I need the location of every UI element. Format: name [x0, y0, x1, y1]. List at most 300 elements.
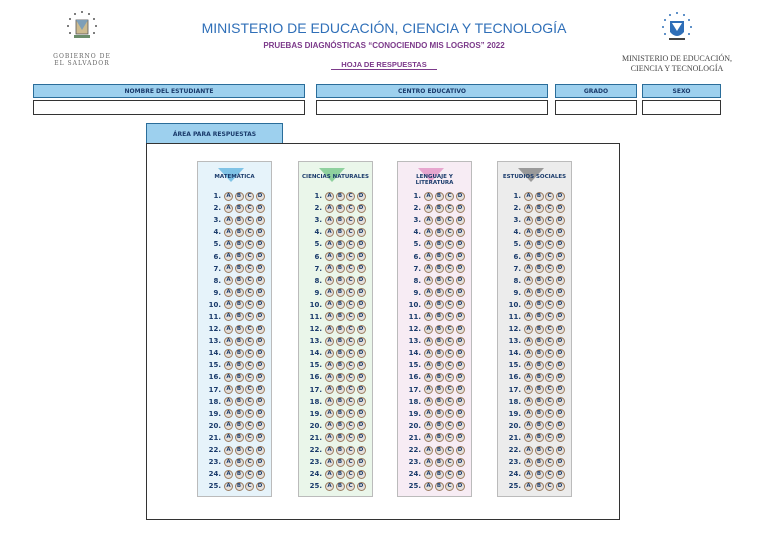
- answer-bubble[interactable]: B: [235, 240, 244, 249]
- answer-bubble[interactable]: B: [435, 373, 444, 382]
- answer-bubble[interactable]: D: [456, 397, 465, 406]
- answer-bubble[interactable]: B: [535, 433, 544, 442]
- answer-bubble[interactable]: C: [346, 216, 355, 225]
- answer-bubble[interactable]: B: [535, 337, 544, 346]
- answer-bubble[interactable]: C: [346, 446, 355, 455]
- answer-bubble[interactable]: C: [545, 288, 554, 297]
- answer-bubble[interactable]: A: [424, 192, 433, 201]
- answer-bubble[interactable]: D: [556, 482, 565, 491]
- answer-bubble[interactable]: A: [325, 204, 334, 213]
- answer-bubble[interactable]: A: [325, 240, 334, 249]
- answer-bubble[interactable]: B: [435, 409, 444, 418]
- school-field[interactable]: [316, 100, 548, 115]
- answer-bubble[interactable]: C: [445, 240, 454, 249]
- answer-bubble[interactable]: B: [435, 458, 444, 467]
- answer-bubble[interactable]: D: [456, 385, 465, 394]
- answer-bubble[interactable]: B: [336, 276, 345, 285]
- answer-bubble[interactable]: A: [524, 228, 533, 237]
- answer-bubble[interactable]: D: [456, 433, 465, 442]
- answer-bubble[interactable]: D: [357, 482, 366, 491]
- answer-bubble[interactable]: C: [445, 252, 454, 261]
- answer-bubble[interactable]: A: [224, 446, 233, 455]
- answer-bubble[interactable]: A: [224, 361, 233, 370]
- answer-bubble[interactable]: C: [245, 216, 254, 225]
- answer-bubble[interactable]: B: [435, 204, 444, 213]
- answer-bubble[interactable]: D: [357, 276, 366, 285]
- answer-bubble[interactable]: B: [535, 458, 544, 467]
- answer-bubble[interactable]: D: [556, 433, 565, 442]
- answer-bubble[interactable]: C: [346, 421, 355, 430]
- answer-bubble[interactable]: C: [245, 349, 254, 358]
- answer-bubble[interactable]: C: [346, 312, 355, 321]
- answer-bubble[interactable]: A: [325, 446, 334, 455]
- answer-bubble[interactable]: C: [245, 204, 254, 213]
- answer-bubble[interactable]: A: [325, 470, 334, 479]
- answer-bubble[interactable]: C: [545, 433, 554, 442]
- answer-bubble[interactable]: B: [535, 192, 544, 201]
- answer-bubble[interactable]: C: [545, 397, 554, 406]
- answer-bubble[interactable]: A: [524, 288, 533, 297]
- answer-bubble[interactable]: D: [357, 385, 366, 394]
- answer-bubble[interactable]: C: [245, 300, 254, 309]
- answer-bubble[interactable]: A: [524, 252, 533, 261]
- answer-bubble[interactable]: D: [357, 409, 366, 418]
- answer-bubble[interactable]: A: [224, 325, 233, 334]
- answer-bubble[interactable]: B: [336, 252, 345, 261]
- answer-bubble[interactable]: B: [235, 349, 244, 358]
- answer-bubble[interactable]: D: [556, 397, 565, 406]
- answer-bubble[interactable]: D: [357, 433, 366, 442]
- answer-bubble[interactable]: B: [336, 240, 345, 249]
- answer-bubble[interactable]: D: [456, 288, 465, 297]
- answer-bubble[interactable]: C: [346, 397, 355, 406]
- answer-bubble[interactable]: B: [535, 252, 544, 261]
- answer-bubble[interactable]: A: [325, 276, 334, 285]
- answer-bubble[interactable]: C: [545, 470, 554, 479]
- answer-bubble[interactable]: B: [535, 421, 544, 430]
- answer-bubble[interactable]: B: [535, 228, 544, 237]
- answer-bubble[interactable]: B: [336, 409, 345, 418]
- answer-bubble[interactable]: D: [256, 204, 265, 213]
- answer-bubble[interactable]: C: [545, 300, 554, 309]
- answer-bubble[interactable]: B: [336, 433, 345, 442]
- answer-bubble[interactable]: D: [556, 421, 565, 430]
- answer-bubble[interactable]: B: [235, 288, 244, 297]
- answer-bubble[interactable]: C: [445, 446, 454, 455]
- answer-bubble[interactable]: A: [524, 204, 533, 213]
- answer-bubble[interactable]: A: [224, 276, 233, 285]
- answer-bubble[interactable]: D: [556, 228, 565, 237]
- answer-bubble[interactable]: B: [336, 192, 345, 201]
- answer-bubble[interactable]: C: [545, 240, 554, 249]
- answer-bubble[interactable]: D: [357, 349, 366, 358]
- answer-bubble[interactable]: B: [336, 470, 345, 479]
- answer-bubble[interactable]: A: [325, 482, 334, 491]
- answer-bubble[interactable]: A: [424, 470, 433, 479]
- answer-bubble[interactable]: C: [445, 216, 454, 225]
- answer-bubble[interactable]: C: [346, 349, 355, 358]
- answer-bubble[interactable]: A: [524, 300, 533, 309]
- answer-bubble[interactable]: B: [435, 252, 444, 261]
- answer-bubble[interactable]: C: [245, 373, 254, 382]
- answer-bubble[interactable]: B: [336, 373, 345, 382]
- answer-bubble[interactable]: A: [224, 204, 233, 213]
- answer-bubble[interactable]: C: [245, 240, 254, 249]
- answer-bubble[interactable]: D: [357, 337, 366, 346]
- answer-bubble[interactable]: B: [336, 446, 345, 455]
- answer-bubble[interactable]: D: [256, 192, 265, 201]
- answer-bubble[interactable]: A: [424, 409, 433, 418]
- answer-bubble[interactable]: A: [224, 288, 233, 297]
- answer-bubble[interactable]: D: [357, 361, 366, 370]
- answer-bubble[interactable]: D: [256, 252, 265, 261]
- answer-bubble[interactable]: A: [424, 252, 433, 261]
- answer-bubble[interactable]: D: [556, 349, 565, 358]
- answer-bubble[interactable]: D: [256, 288, 265, 297]
- answer-bubble[interactable]: B: [235, 276, 244, 285]
- answer-bubble[interactable]: A: [424, 433, 433, 442]
- answer-bubble[interactable]: A: [325, 349, 334, 358]
- student-name-field[interactable]: [33, 100, 305, 115]
- answer-bubble[interactable]: D: [556, 216, 565, 225]
- answer-bubble[interactable]: C: [346, 228, 355, 237]
- answer-bubble[interactable]: B: [535, 216, 544, 225]
- answer-bubble[interactable]: A: [325, 264, 334, 273]
- answer-bubble[interactable]: D: [256, 264, 265, 273]
- answer-bubble[interactable]: C: [545, 458, 554, 467]
- answer-bubble[interactable]: A: [424, 216, 433, 225]
- answer-bubble[interactable]: C: [445, 325, 454, 334]
- answer-bubble[interactable]: B: [435, 300, 444, 309]
- answer-bubble[interactable]: D: [256, 373, 265, 382]
- answer-bubble[interactable]: A: [224, 482, 233, 491]
- answer-bubble[interactable]: A: [524, 361, 533, 370]
- answer-bubble[interactable]: D: [556, 192, 565, 201]
- answer-bubble[interactable]: C: [346, 252, 355, 261]
- answer-bubble[interactable]: D: [256, 470, 265, 479]
- answer-bubble[interactable]: A: [224, 264, 233, 273]
- answer-bubble[interactable]: D: [357, 312, 366, 321]
- answer-bubble[interactable]: A: [424, 312, 433, 321]
- answer-bubble[interactable]: D: [556, 470, 565, 479]
- answer-bubble[interactable]: C: [445, 373, 454, 382]
- answer-bubble[interactable]: B: [336, 300, 345, 309]
- answer-bubble[interactable]: B: [336, 325, 345, 334]
- answer-bubble[interactable]: D: [256, 482, 265, 491]
- answer-bubble[interactable]: A: [224, 397, 233, 406]
- answer-bubble[interactable]: D: [256, 337, 265, 346]
- answer-bubble[interactable]: A: [424, 300, 433, 309]
- answer-bubble[interactable]: A: [524, 458, 533, 467]
- answer-bubble[interactable]: C: [245, 421, 254, 430]
- answer-bubble[interactable]: D: [456, 458, 465, 467]
- answer-bubble[interactable]: A: [524, 373, 533, 382]
- answer-bubble[interactable]: A: [424, 325, 433, 334]
- answer-bubble[interactable]: B: [535, 349, 544, 358]
- answer-bubble[interactable]: A: [325, 458, 334, 467]
- answer-bubble[interactable]: A: [524, 240, 533, 249]
- answer-bubble[interactable]: C: [346, 337, 355, 346]
- answer-bubble[interactable]: C: [245, 433, 254, 442]
- answer-bubble[interactable]: B: [336, 482, 345, 491]
- section-field[interactable]: [642, 100, 721, 115]
- answer-bubble[interactable]: B: [535, 361, 544, 370]
- answer-bubble[interactable]: B: [235, 470, 244, 479]
- answer-bubble[interactable]: D: [256, 361, 265, 370]
- answer-bubble[interactable]: C: [445, 204, 454, 213]
- answer-bubble[interactable]: A: [524, 421, 533, 430]
- answer-bubble[interactable]: A: [325, 288, 334, 297]
- answer-bubble[interactable]: B: [435, 397, 444, 406]
- answer-bubble[interactable]: A: [424, 397, 433, 406]
- answer-bubble[interactable]: A: [325, 409, 334, 418]
- answer-bubble[interactable]: A: [424, 385, 433, 394]
- answer-bubble[interactable]: D: [357, 397, 366, 406]
- answer-bubble[interactable]: B: [435, 264, 444, 273]
- answer-bubble[interactable]: A: [224, 312, 233, 321]
- answer-bubble[interactable]: C: [245, 288, 254, 297]
- answer-bubble[interactable]: B: [235, 385, 244, 394]
- answer-bubble[interactable]: C: [245, 276, 254, 285]
- answer-bubble[interactable]: B: [235, 325, 244, 334]
- answer-bubble[interactable]: D: [556, 204, 565, 213]
- answer-bubble[interactable]: A: [325, 312, 334, 321]
- answer-bubble[interactable]: C: [245, 228, 254, 237]
- answer-bubble[interactable]: C: [545, 204, 554, 213]
- answer-bubble[interactable]: D: [256, 421, 265, 430]
- answer-bubble[interactable]: A: [524, 264, 533, 273]
- answer-bubble[interactable]: B: [235, 373, 244, 382]
- answer-bubble[interactable]: A: [224, 421, 233, 430]
- answer-bubble[interactable]: C: [445, 470, 454, 479]
- answer-bubble[interactable]: D: [556, 288, 565, 297]
- answer-bubble[interactable]: B: [435, 446, 444, 455]
- answer-bubble[interactable]: B: [235, 409, 244, 418]
- answer-bubble[interactable]: A: [424, 240, 433, 249]
- answer-bubble[interactable]: C: [545, 446, 554, 455]
- answer-bubble[interactable]: D: [556, 446, 565, 455]
- answer-bubble[interactable]: A: [224, 373, 233, 382]
- answer-bubble[interactable]: A: [424, 337, 433, 346]
- answer-bubble[interactable]: C: [445, 458, 454, 467]
- answer-bubble[interactable]: B: [336, 337, 345, 346]
- answer-bubble[interactable]: C: [245, 337, 254, 346]
- answer-bubble[interactable]: A: [424, 421, 433, 430]
- answer-bubble[interactable]: B: [235, 433, 244, 442]
- answer-bubble[interactable]: B: [336, 385, 345, 394]
- answer-bubble[interactable]: B: [535, 446, 544, 455]
- answer-bubble[interactable]: D: [456, 337, 465, 346]
- answer-bubble[interactable]: C: [545, 385, 554, 394]
- answer-bubble[interactable]: B: [235, 192, 244, 201]
- answer-bubble[interactable]: D: [456, 325, 465, 334]
- answer-bubble[interactable]: B: [235, 228, 244, 237]
- answer-bubble[interactable]: D: [357, 421, 366, 430]
- answer-bubble[interactable]: A: [224, 349, 233, 358]
- answer-bubble[interactable]: D: [456, 252, 465, 261]
- answer-bubble[interactable]: B: [435, 482, 444, 491]
- answer-bubble[interactable]: C: [445, 264, 454, 273]
- answer-bubble[interactable]: D: [256, 325, 265, 334]
- answer-bubble[interactable]: B: [336, 397, 345, 406]
- answer-bubble[interactable]: C: [445, 433, 454, 442]
- answer-bubble[interactable]: D: [456, 421, 465, 430]
- answer-bubble[interactable]: B: [535, 300, 544, 309]
- answer-bubble[interactable]: A: [224, 458, 233, 467]
- answer-bubble[interactable]: A: [424, 204, 433, 213]
- answer-bubble[interactable]: C: [445, 276, 454, 285]
- answer-bubble[interactable]: D: [256, 446, 265, 455]
- answer-bubble[interactable]: D: [256, 409, 265, 418]
- answer-bubble[interactable]: D: [357, 300, 366, 309]
- answer-bubble[interactable]: C: [445, 349, 454, 358]
- answer-bubble[interactable]: B: [535, 288, 544, 297]
- answer-bubble[interactable]: C: [445, 482, 454, 491]
- answer-bubble[interactable]: C: [245, 397, 254, 406]
- answer-bubble[interactable]: C: [245, 264, 254, 273]
- answer-bubble[interactable]: A: [325, 325, 334, 334]
- answer-bubble[interactable]: B: [435, 216, 444, 225]
- answer-bubble[interactable]: A: [524, 397, 533, 406]
- answer-bubble[interactable]: A: [224, 470, 233, 479]
- answer-bubble[interactable]: B: [435, 276, 444, 285]
- answer-bubble[interactable]: C: [346, 385, 355, 394]
- answer-bubble[interactable]: D: [357, 192, 366, 201]
- answer-bubble[interactable]: C: [445, 337, 454, 346]
- answer-bubble[interactable]: A: [524, 216, 533, 225]
- answer-bubble[interactable]: D: [556, 312, 565, 321]
- answer-bubble[interactable]: C: [245, 192, 254, 201]
- answer-bubble[interactable]: A: [424, 276, 433, 285]
- answer-bubble[interactable]: B: [535, 312, 544, 321]
- answer-bubble[interactable]: D: [556, 325, 565, 334]
- answer-bubble[interactable]: C: [346, 482, 355, 491]
- answer-bubble[interactable]: C: [346, 458, 355, 467]
- answer-bubble[interactable]: A: [524, 470, 533, 479]
- answer-bubble[interactable]: B: [336, 264, 345, 273]
- answer-bubble[interactable]: C: [445, 385, 454, 394]
- answer-bubble[interactable]: D: [256, 397, 265, 406]
- answer-bubble[interactable]: C: [445, 397, 454, 406]
- answer-bubble[interactable]: C: [445, 228, 454, 237]
- answer-bubble[interactable]: A: [524, 325, 533, 334]
- answer-bubble[interactable]: D: [256, 240, 265, 249]
- answer-bubble[interactable]: D: [456, 276, 465, 285]
- answer-bubble[interactable]: D: [456, 373, 465, 382]
- answer-bubble[interactable]: C: [445, 300, 454, 309]
- answer-bubble[interactable]: B: [435, 433, 444, 442]
- answer-bubble[interactable]: B: [435, 192, 444, 201]
- answer-bubble[interactable]: D: [556, 300, 565, 309]
- answer-bubble[interactable]: B: [336, 349, 345, 358]
- answer-bubble[interactable]: C: [346, 470, 355, 479]
- answer-bubble[interactable]: B: [435, 240, 444, 249]
- answer-bubble[interactable]: B: [535, 470, 544, 479]
- answer-bubble[interactable]: B: [235, 300, 244, 309]
- answer-bubble[interactable]: B: [535, 409, 544, 418]
- answer-bubble[interactable]: D: [456, 446, 465, 455]
- answer-bubble[interactable]: A: [325, 397, 334, 406]
- answer-bubble[interactable]: A: [524, 385, 533, 394]
- answer-bubble[interactable]: D: [456, 409, 465, 418]
- answer-bubble[interactable]: B: [435, 288, 444, 297]
- answer-bubble[interactable]: C: [545, 312, 554, 321]
- answer-bubble[interactable]: C: [346, 325, 355, 334]
- answer-bubble[interactable]: A: [424, 349, 433, 358]
- answer-bubble[interactable]: C: [245, 482, 254, 491]
- answer-bubble[interactable]: B: [235, 204, 244, 213]
- answer-bubble[interactable]: C: [545, 482, 554, 491]
- answer-bubble[interactable]: D: [256, 458, 265, 467]
- answer-bubble[interactable]: A: [325, 337, 334, 346]
- answer-bubble[interactable]: D: [456, 192, 465, 201]
- answer-bubble[interactable]: C: [545, 276, 554, 285]
- answer-bubble[interactable]: D: [556, 337, 565, 346]
- answer-bubble[interactable]: B: [336, 421, 345, 430]
- answer-bubble[interactable]: C: [245, 325, 254, 334]
- answer-bubble[interactable]: A: [424, 446, 433, 455]
- answer-bubble[interactable]: C: [346, 373, 355, 382]
- answer-bubble[interactable]: A: [224, 192, 233, 201]
- answer-bubble[interactable]: D: [357, 446, 366, 455]
- answer-bubble[interactable]: A: [224, 385, 233, 394]
- answer-bubble[interactable]: C: [545, 421, 554, 430]
- answer-bubble[interactable]: C: [346, 409, 355, 418]
- answer-bubble[interactable]: B: [435, 325, 444, 334]
- answer-bubble[interactable]: A: [325, 421, 334, 430]
- answer-bubble[interactable]: D: [357, 216, 366, 225]
- answer-bubble[interactable]: A: [325, 192, 334, 201]
- answer-bubble[interactable]: D: [456, 312, 465, 321]
- answer-bubble[interactable]: B: [235, 397, 244, 406]
- answer-bubble[interactable]: D: [456, 470, 465, 479]
- answer-bubble[interactable]: B: [435, 312, 444, 321]
- answer-bubble[interactable]: D: [256, 312, 265, 321]
- answer-bubble[interactable]: D: [556, 240, 565, 249]
- answer-bubble[interactable]: C: [346, 361, 355, 370]
- answer-bubble[interactable]: D: [256, 228, 265, 237]
- answer-bubble[interactable]: B: [336, 458, 345, 467]
- answer-bubble[interactable]: A: [424, 288, 433, 297]
- answer-bubble[interactable]: B: [435, 337, 444, 346]
- answer-bubble[interactable]: C: [346, 240, 355, 249]
- answer-bubble[interactable]: B: [336, 288, 345, 297]
- answer-bubble[interactable]: B: [336, 216, 345, 225]
- answer-bubble[interactable]: D: [556, 252, 565, 261]
- answer-bubble[interactable]: C: [245, 470, 254, 479]
- answer-bubble[interactable]: B: [235, 458, 244, 467]
- answer-bubble[interactable]: A: [424, 228, 433, 237]
- answer-bubble[interactable]: D: [556, 264, 565, 273]
- answer-bubble[interactable]: B: [235, 361, 244, 370]
- answer-bubble[interactable]: D: [357, 252, 366, 261]
- answer-bubble[interactable]: D: [456, 216, 465, 225]
- answer-bubble[interactable]: A: [524, 192, 533, 201]
- answer-bubble[interactable]: C: [545, 409, 554, 418]
- answer-bubble[interactable]: A: [325, 252, 334, 261]
- answer-bubble[interactable]: C: [245, 458, 254, 467]
- answer-bubble[interactable]: C: [545, 264, 554, 273]
- answer-bubble[interactable]: C: [445, 192, 454, 201]
- answer-bubble[interactable]: A: [224, 337, 233, 346]
- answer-bubble[interactable]: D: [357, 470, 366, 479]
- answer-bubble[interactable]: A: [325, 300, 334, 309]
- grade-field[interactable]: [555, 100, 637, 115]
- answer-bubble[interactable]: A: [325, 361, 334, 370]
- answer-bubble[interactable]: C: [545, 349, 554, 358]
- answer-bubble[interactable]: B: [235, 482, 244, 491]
- answer-bubble[interactable]: A: [325, 373, 334, 382]
